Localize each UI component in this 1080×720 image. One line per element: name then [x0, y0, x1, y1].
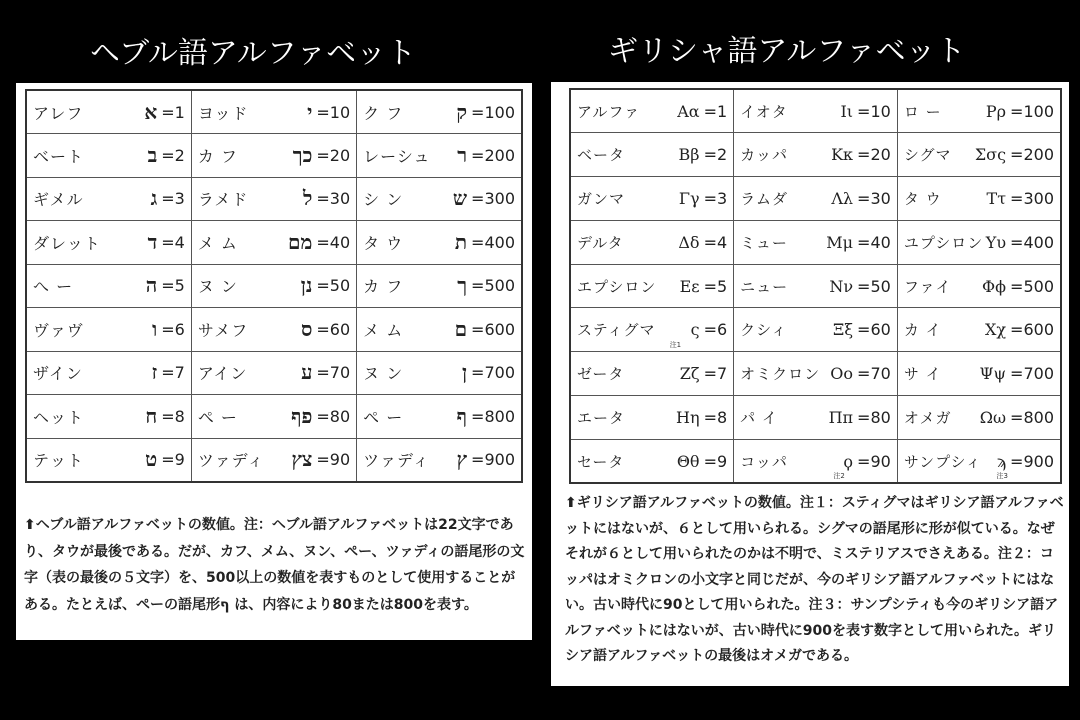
letter-value: =8 — [703, 407, 728, 427]
letter-glyph: ד — [147, 229, 158, 254]
letter-value: =6 — [703, 320, 728, 340]
letter-glyph: ς — [690, 320, 700, 340]
letter-value: =3 — [703, 188, 728, 208]
letter-glyph: Ππ — [828, 407, 854, 427]
letter-value: =100 — [1010, 101, 1054, 121]
letter-name: カ フ — [363, 277, 404, 297]
letter-name: ベータ — [577, 146, 626, 165]
letter-value: =2 — [161, 145, 185, 165]
letter-name: エータ — [577, 408, 626, 427]
letter-value: =10 — [316, 102, 351, 122]
letter-name: ペ ー — [197, 407, 238, 427]
letter-cell — [191, 395, 356, 439]
letter-glyph: Oo — [830, 364, 854, 384]
letter-name: ヌ ン — [363, 364, 404, 384]
letter-glyph: Ωω — [979, 407, 1007, 427]
letter-glyph: ה — [145, 273, 158, 298]
letter-value: =900 — [471, 450, 515, 469]
table-row — [26, 90, 522, 134]
letter-name: レーシュ — [363, 146, 431, 166]
letter-glyph: ח — [145, 403, 158, 428]
letter-cell — [357, 395, 522, 439]
letter-cell — [357, 264, 522, 308]
letter-name: ク フ — [363, 103, 404, 123]
letter-value: =6 — [161, 319, 185, 339]
table-row — [26, 134, 522, 178]
letter-name: タ ウ — [903, 189, 942, 208]
note-marker: 注2 — [833, 472, 845, 481]
letter-glyph: ז — [151, 360, 158, 385]
letter-glyph: Mμ — [826, 232, 854, 252]
table-row — [26, 308, 522, 352]
letter-glyph: ב — [147, 142, 158, 167]
letter-name: サメフ — [197, 320, 249, 340]
letter-name: イオタ — [740, 102, 788, 121]
table-row — [26, 351, 522, 395]
letter-glyph: ש — [452, 186, 468, 211]
letter-value: =20 — [857, 145, 891, 165]
letter-name: メ ム — [363, 320, 404, 340]
letter-cell — [191, 90, 356, 134]
letter-glyph: Bβ — [678, 145, 700, 165]
letter-cell — [734, 220, 898, 264]
letter-cell — [570, 89, 734, 133]
letter-name: サ イ — [903, 365, 942, 384]
letter-glyph: ר — [457, 142, 468, 167]
greek-note: ⬆ギリシア語アルファベットの数値。注１：スティグマはギリシア語アルファベットにはないが、６として用いられる。シグマの語尾形に形が似ている。なぜそれが６として用いられたのかは不明で、ミステリアスでさえある。注２：コッパはオミクロンの小文字と同じだが、今のギリシア語アルファベットにはない。古い時代に90として用いられた。注３：サンプシティも今のギリシア語アルファベットにはないが、古い時代に900を表す数字として用いられた。ギリシア語アルファベットの最後はオメガである。 — [565, 495, 1064, 664]
letter-cell — [570, 352, 734, 396]
letter-name: カ フ — [197, 146, 238, 166]
letter-name: ロ ー — [903, 102, 942, 121]
letter-glyph: Iι — [840, 101, 854, 121]
letter-value: =50 — [316, 276, 351, 296]
letter-value: =500 — [1010, 276, 1054, 296]
table-row — [570, 177, 1061, 221]
letter-value: =70 — [857, 364, 891, 384]
letter-cell — [191, 264, 356, 308]
table-row — [26, 264, 522, 308]
letter-glyph: Λλ — [831, 188, 854, 208]
letter-name: へ ー — [33, 277, 74, 297]
letter-cell — [734, 133, 898, 177]
letter-value: =20 — [316, 145, 351, 165]
letter-value: =60 — [857, 320, 891, 340]
letter-glyph: Γγ — [678, 188, 700, 208]
letter-glyph: Nν — [829, 276, 854, 296]
letter-cell — [357, 134, 522, 178]
table-row — [570, 264, 1061, 308]
letter-cell — [26, 438, 191, 482]
letter-name: ヘット — [33, 407, 85, 427]
letter-cell — [26, 395, 191, 439]
letter-glyph: כך — [292, 142, 313, 167]
table-row — [26, 438, 522, 482]
letter-value: =1 — [703, 101, 728, 121]
letter-glyph: Φϕ — [982, 276, 1007, 296]
letter-cell — [734, 264, 898, 308]
letter-cell — [26, 134, 191, 178]
table-row — [570, 396, 1061, 440]
letter-value: =4 — [161, 232, 185, 252]
letter-cell — [897, 177, 1061, 221]
letter-name: パ イ — [740, 408, 778, 427]
letter-name: カッパ — [740, 146, 789, 165]
letter-glyph: ע — [301, 360, 313, 385]
letter-value: =900 — [1010, 451, 1054, 471]
letter-glyph: ך — [457, 273, 468, 298]
letter-value: =80 — [316, 406, 351, 426]
hebrew-note: ⬆ヘブル語アルファベットの数値。注：ヘブル語アルファベットは22文字であり、タウが最後である。だが、カフ、メム、ヌン、ペー、ツァディの語尾形の文字（表の最後の５文字）を、500以上の数値を表すものとして使用することがある。たとえば、ペーの語尾形ף は、内容により80または800を表す。 — [24, 517, 525, 613]
letter-name: ヨッド — [197, 103, 249, 123]
table-row — [26, 221, 522, 265]
letter-glyph: Υυ — [985, 232, 1007, 252]
table-row — [570, 220, 1061, 264]
letter-glyph: פף — [291, 403, 313, 428]
letter-cell — [191, 221, 356, 265]
letter-name: セータ — [577, 452, 625, 471]
table-row — [26, 395, 522, 439]
letter-cell — [191, 177, 356, 221]
letter-value: =4 — [703, 232, 728, 252]
letter-glyph: נן — [300, 273, 313, 298]
letter-name: ガンマ — [577, 189, 626, 208]
letter-name: ファイ — [903, 277, 952, 296]
letter-glyph: צץ — [291, 447, 313, 471]
letter-glyph: ץ — [456, 447, 468, 471]
letter-name: アレフ — [33, 103, 84, 123]
letter-cell — [26, 90, 191, 134]
letter-value: =600 — [471, 319, 515, 339]
note-marker: 注1 — [669, 341, 682, 350]
letter-cell — [191, 134, 356, 178]
letter-glyph: י — [307, 99, 313, 124]
letter-value: =300 — [471, 189, 515, 209]
letter-value: =40 — [316, 232, 351, 252]
letter-glyph: Kκ — [831, 145, 854, 165]
letter-value: =500 — [471, 276, 515, 296]
letter-name: ゼータ — [577, 365, 625, 384]
letter-value: =90 — [316, 450, 351, 469]
letter-name: ヴァヴ — [33, 320, 84, 340]
letter-name: ザイン — [33, 364, 83, 384]
table-row — [570, 439, 1061, 483]
letter-value: =400 — [471, 232, 515, 252]
letter-value: =90 — [857, 451, 891, 471]
letter-cell — [734, 89, 898, 133]
letter-value: =300 — [1010, 188, 1054, 208]
greek-alphabet-heading: ギリシャ語アルファベット — [608, 34, 966, 69]
letter-value: =30 — [857, 188, 891, 208]
letter-cell — [570, 220, 734, 264]
letter-cell — [357, 221, 522, 265]
letter-glyph: ם — [454, 316, 468, 341]
letter-name: ツァディ — [197, 451, 265, 470]
letter-cell — [357, 351, 522, 395]
letter-value: =50 — [857, 276, 891, 296]
letter-value: =200 — [1010, 145, 1054, 165]
letter-cell — [570, 264, 734, 308]
letter-value: =60 — [316, 319, 351, 339]
letter-value: =9 — [161, 450, 185, 469]
hebrew-alphabet-table — [25, 89, 523, 483]
letter-name: デルタ — [577, 233, 624, 252]
letter-name: メ ム — [197, 233, 238, 253]
letter-value: =8 — [161, 406, 185, 426]
letter-glyph: ל — [303, 186, 313, 211]
letter-glyph: Σσς — [974, 145, 1007, 165]
letter-name: ラムダ — [740, 189, 789, 208]
letter-cell — [570, 396, 734, 440]
letter-cell — [26, 308, 191, 352]
letter-glyph: Xχ — [984, 320, 1007, 340]
letter-name: クシィ — [740, 321, 788, 340]
letter-glyph: Ξξ — [832, 320, 854, 340]
letter-name: スティグマ — [577, 321, 656, 340]
letter-value: =2 — [703, 145, 728, 165]
letter-glyph: ϡ — [996, 451, 1007, 471]
letter-value: =100 — [471, 102, 515, 122]
letter-glyph: ף — [456, 403, 468, 428]
letter-glyph: Aα — [677, 101, 700, 121]
letter-value: =30 — [316, 189, 351, 209]
letter-glyph: Zζ — [679, 364, 700, 384]
letter-name: ダレット — [33, 233, 101, 253]
letter-name: ニュー — [740, 277, 789, 296]
letter-value: =80 — [857, 407, 891, 427]
letter-name: ミュー — [740, 233, 788, 252]
letter-value: =40 — [857, 232, 891, 252]
letter-name: カ イ — [903, 321, 942, 340]
letter-name: ヌ ン — [197, 277, 238, 297]
letter-cell — [26, 177, 191, 221]
letter-value: =800 — [471, 406, 515, 426]
letter-cell — [897, 264, 1061, 308]
letter-name: タ ウ — [363, 233, 404, 253]
letter-value: =7 — [161, 363, 185, 383]
letter-value: =7 — [703, 364, 728, 384]
letter-glyph: ו — [152, 316, 158, 341]
letter-value: =3 — [161, 189, 185, 209]
letter-name: ギメル — [33, 190, 84, 210]
letter-glyph: ן — [461, 360, 468, 385]
table-row — [570, 89, 1061, 133]
letter-name: アイン — [197, 364, 248, 384]
letter-glyph: Θθ — [676, 451, 700, 471]
letter-glyph: ס — [301, 316, 313, 341]
note-marker: 注3 — [996, 472, 1008, 481]
letter-cell — [26, 351, 191, 395]
letter-cell — [897, 220, 1061, 264]
letter-glyph: Pρ — [985, 101, 1007, 121]
table-row — [570, 352, 1061, 396]
letter-cell — [734, 396, 898, 440]
table-row — [570, 133, 1061, 177]
letter-cell — [897, 396, 1061, 440]
letter-glyph: ג — [150, 186, 158, 211]
letter-glyph: Tτ — [986, 188, 1007, 208]
hebrew-alphabet-panel — [16, 83, 532, 640]
letter-cell — [734, 177, 898, 221]
letter-glyph: ט — [145, 447, 158, 471]
letter-name: テット — [33, 451, 85, 470]
letter-glyph: ק — [456, 99, 468, 124]
hebrew-alphabet-heading: ヘブル語アルファベット — [90, 36, 417, 71]
letter-cell — [191, 308, 356, 352]
letter-value: =1 — [161, 102, 185, 122]
letter-cell — [570, 308, 734, 352]
letter-name: サンプシィ — [903, 452, 982, 471]
letter-name: エプシロン — [577, 277, 657, 296]
letter-glyph: Ψψ — [979, 364, 1007, 384]
letter-cell — [734, 352, 898, 396]
letter-value: =10 — [857, 101, 891, 121]
letter-cell — [734, 439, 898, 483]
table-row — [26, 177, 522, 221]
letter-name: オミクロン — [740, 365, 821, 384]
letter-cell — [897, 439, 1061, 483]
letter-cell — [734, 308, 898, 352]
greek-alphabet-table — [569, 88, 1062, 484]
letter-value: =700 — [1010, 364, 1054, 384]
letter-value: =400 — [1010, 232, 1054, 252]
letter-cell — [897, 352, 1061, 396]
letter-cell — [191, 351, 356, 395]
letter-value: =5 — [703, 276, 728, 296]
greek-alphabet-panel — [551, 82, 1069, 686]
letter-cell — [26, 221, 191, 265]
letter-name: アルファ — [577, 102, 641, 121]
letter-glyph: ϙ — [843, 451, 854, 471]
table-row — [570, 308, 1061, 352]
letter-cell — [357, 438, 522, 482]
letter-cell — [191, 438, 356, 482]
letter-glyph: מם — [288, 229, 313, 254]
letter-value: =800 — [1010, 407, 1054, 427]
letter-name: ペ ー — [363, 407, 404, 427]
letter-glyph: Hη — [676, 407, 700, 427]
letter-cell — [570, 177, 734, 221]
letter-name: コッパ — [740, 452, 788, 471]
letter-value: =200 — [471, 145, 515, 165]
letter-name: シ ン — [363, 190, 404, 210]
letter-name: ベート — [33, 146, 85, 166]
letter-cell — [357, 177, 522, 221]
letter-cell — [26, 264, 191, 308]
letter-cell — [570, 133, 734, 177]
letter-value: =70 — [316, 363, 351, 383]
letter-name: オメガ — [903, 408, 952, 427]
letter-cell — [897, 133, 1061, 177]
letter-glyph: Δδ — [678, 232, 700, 252]
letter-cell — [357, 90, 522, 134]
letter-cell — [897, 89, 1061, 133]
letter-name: シグマ — [903, 146, 952, 165]
letter-value: =9 — [703, 451, 728, 471]
letter-name: ラメド — [197, 190, 249, 210]
letter-value: =700 — [471, 363, 515, 383]
letter-cell — [570, 439, 734, 483]
letter-name: ユプシロン — [903, 233, 984, 252]
letter-value: =600 — [1010, 320, 1054, 340]
letter-value: =5 — [161, 276, 185, 296]
letter-glyph: ת — [454, 229, 468, 254]
letter-cell — [357, 308, 522, 352]
letter-glyph: Eε — [679, 276, 700, 296]
letter-glyph: א — [144, 99, 158, 124]
letter-cell — [897, 308, 1061, 352]
letter-name: ツァディ — [363, 451, 430, 470]
